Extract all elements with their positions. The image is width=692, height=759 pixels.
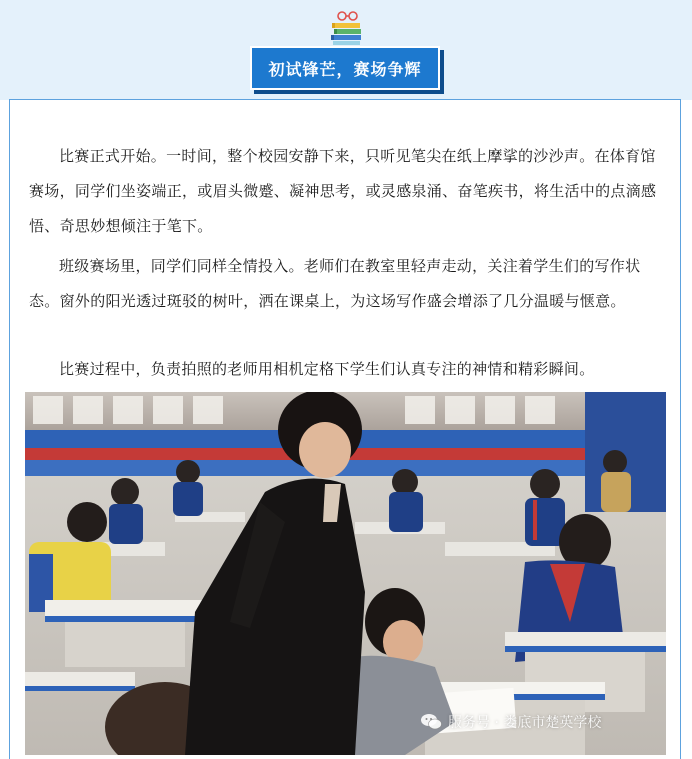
article-paragraph-2: 班级赛场里，同学们同样全情投入。老师们在教室里轻声走动，关注着学生们的写作状态。窗外的阳光透过斑驳的树叶，洒在课桌上，为这场写作盛会增添了几分温暖与惬意。 (29, 257, 641, 310)
watermark (420, 712, 601, 732)
article-paragraph-1: 比赛正式开始。一时间，整个校园安静下来，只听见笔尖在纸上摩挲的沙沙声。在体育馆赛场，同学们坐姿端正，或眉头微蹙、凝神思考，或灵感泉涌、奋笔疾书，将生活中的点滴感悟、奇思妙想倾注于笔下。 (29, 147, 657, 235)
section-title: 初试锋芒，赛场争辉 (250, 46, 440, 90)
article-paragraph-3: 比赛过程中，负责拍照的老师用相机定格下学生们认真专注的神情和精彩瞬间。 (59, 360, 595, 378)
article-photo (25, 392, 666, 755)
watermark-text: 服务号 · 娄底市楚英学校 (448, 715, 602, 731)
wechat-icon (420, 713, 442, 731)
books-with-glasses-icon (328, 8, 366, 46)
